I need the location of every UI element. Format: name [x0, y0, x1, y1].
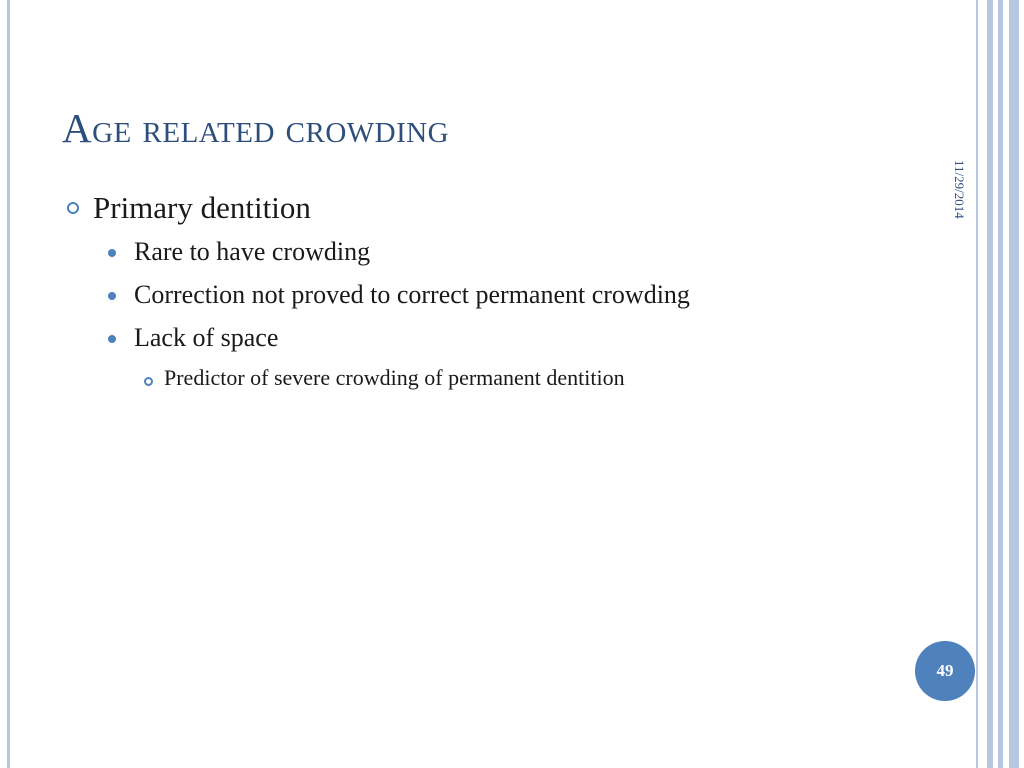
right-border-stripe [998, 0, 1003, 768]
left-border-line [7, 0, 10, 768]
bullet-item [60, 274, 940, 317]
bullet-text: Lack of space [134, 323, 279, 352]
bullet-item [60, 360, 940, 392]
ring-bullet-small-icon [144, 377, 153, 386]
dot-bullet-icon [108, 292, 116, 300]
slide-title: Age related crowding [62, 105, 450, 151]
bullet-text: Rare to have crowding [134, 237, 371, 266]
bullet-item [60, 317, 940, 360]
dot-bullet-icon [108, 249, 116, 257]
bullet-text: Primary dentition [93, 190, 311, 225]
bullet-text: Correction not proved to correct permanent crowding [134, 280, 690, 309]
page-number-badge: 49 [915, 641, 975, 701]
bullet-text: Predictor of severe crowding of permanent dentition [164, 365, 625, 390]
bullet-item [60, 188, 940, 231]
bullet-list [60, 188, 940, 392]
right-border-stripe [1009, 0, 1019, 768]
slide-date: 11/29/2014 [952, 160, 967, 219]
dot-bullet-icon [108, 335, 116, 343]
ring-bullet-icon [67, 202, 79, 214]
bullet-item [60, 231, 940, 274]
right-border-stripe [987, 0, 993, 768]
right-border-stripe [976, 0, 978, 768]
